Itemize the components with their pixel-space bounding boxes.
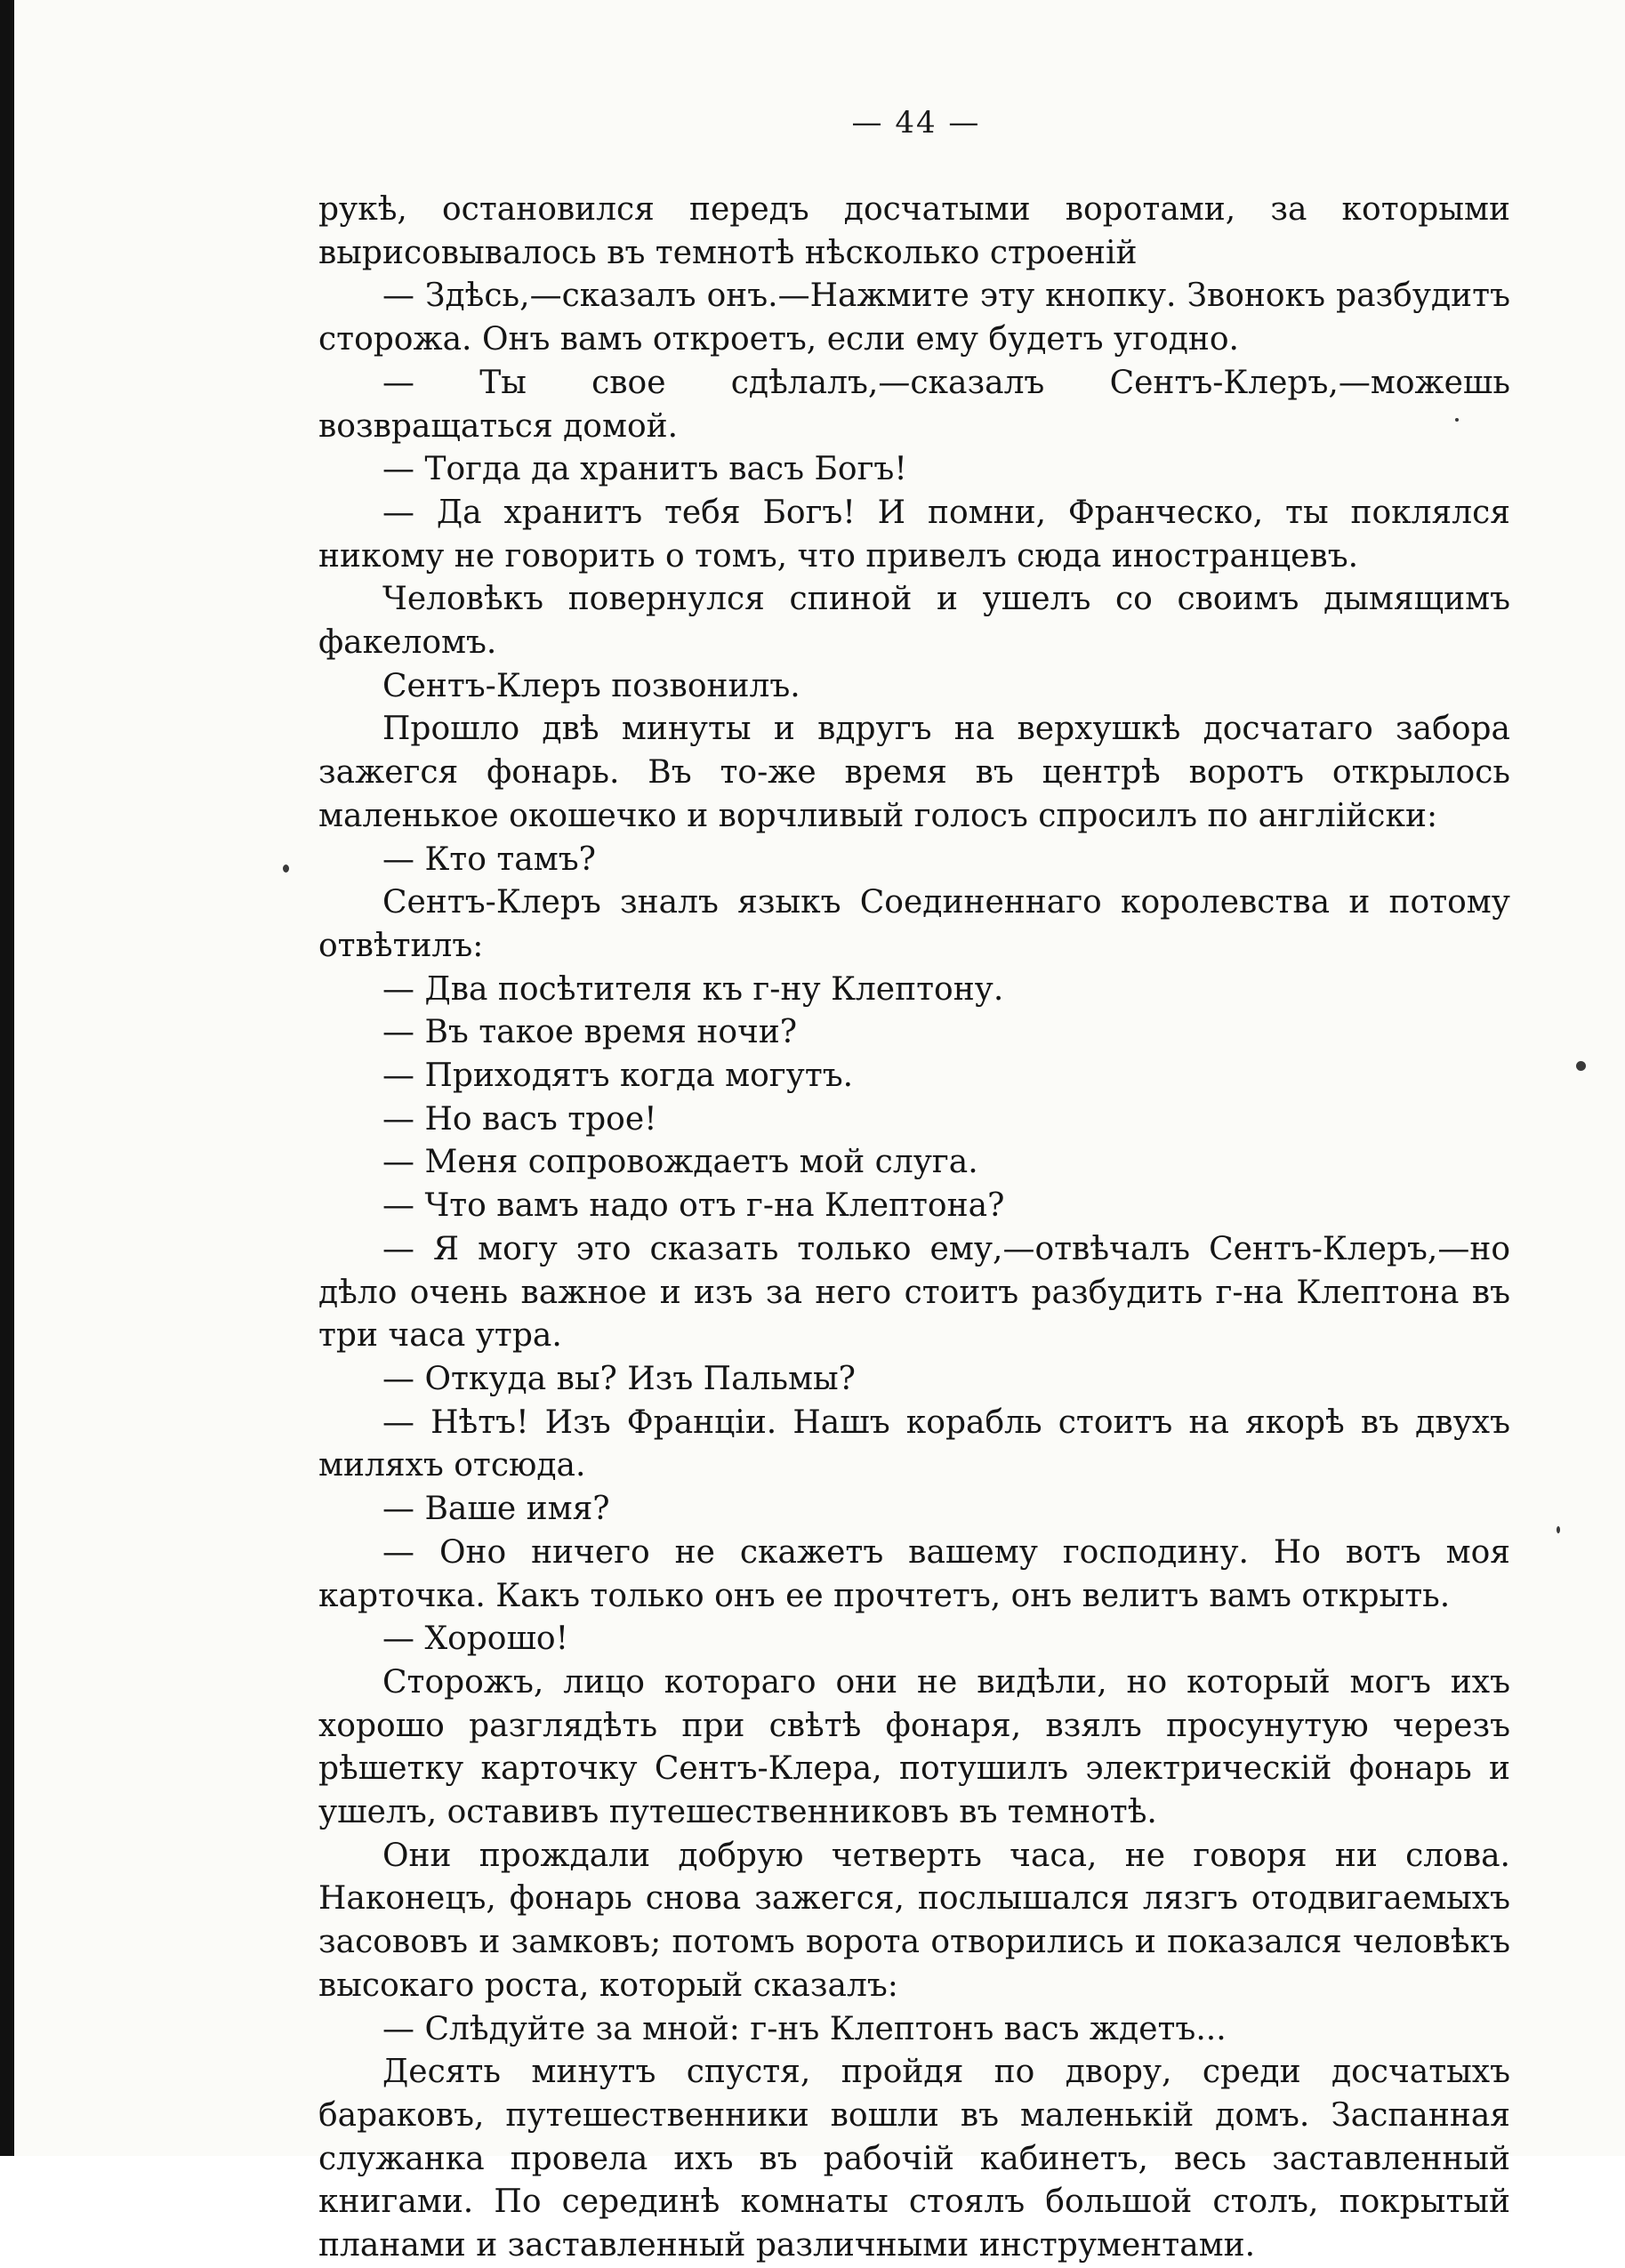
paragraph: — Два посѣтителя къ г-ну Клептону.	[382, 970, 1004, 1008]
paragraph: — Но васъ трое!	[382, 1100, 657, 1138]
paragraph: — Что вамъ надо отъ г-на Клептона?	[382, 1187, 1005, 1225]
paragraph: — Хорошо!	[382, 1621, 569, 1658]
paragraph: — Слѣдуйте за мной: г-нъ Клептонъ васъ ждетъ...	[382, 2010, 1227, 2047]
paragraph: — Ваше имя?	[382, 1491, 610, 1528]
paragraph: — Оно ничего не скажетъ вашему господину. Но вотъ моя карточка. Какъ только онъ ее прочтетъ, онъ велитъ вамъ открыть.	[318, 1533, 1510, 1614]
paragraph: — Тогда да хранитъ васъ Богъ!	[382, 451, 907, 488]
paragraph: Сентъ-Клеръ позвонилъ.	[382, 667, 800, 704]
paragraph: — Откуда вы? Изъ Пальмы?	[382, 1360, 856, 1397]
page-number: — 44 —	[851, 105, 981, 141]
paragraph: Они прождали добрую четверть часа, не говоря ни слова. Наконецъ, фонарь снова зажегся, послышался лязгъ отодвигаемыхъ засововъ и замковъ; потомъ ворота отворились и показался человѣкъ высокаго роста, который сказалъ:	[318, 1837, 1510, 2004]
scan-speck	[1557, 1526, 1560, 1533]
paragraph: Сентъ-Клеръ зналъ языкъ Соединеннаго королевства и потому отвѣтилъ:	[318, 884, 1510, 964]
paragraph: рукѣ, остановился передъ досчатыми воротами, за которыми вырисовывалось въ темнотѣ нѣсколько строеній	[318, 191, 1510, 271]
paragraph: Прошло двѣ минуты и вдругъ на верхушкѣ досчатаго забора зажегся фонарь. Въ то-же время въ центрѣ воротъ открылось маленькое окошечко и ворчливый голосъ спросилъ по англійски:	[318, 711, 1510, 834]
paragraph: — Меня сопровождаетъ мой слуга.	[382, 1144, 978, 1181]
paragraph: Человѣкъ повернулся спиной и ушелъ со своимъ дымящимъ факеломъ.	[318, 581, 1510, 662]
paragraph: — Въ такое время ночи?	[382, 1014, 798, 1051]
paragraph: — Нѣтъ! Изъ Франціи. Нашъ корабль стоитъ на якорѣ въ двухъ миляхъ отсюда.	[318, 1403, 1510, 1484]
paragraph: — Я могу это сказать только ему,—отвѣчалъ Сентъ-Клеръ,—но дѣло очень важное и изъ за него стоитъ разбудить г-на Клептона въ три часа утра.	[318, 1230, 1510, 1355]
scan-speck	[1576, 1061, 1586, 1071]
paragraph: Сторожъ, лицо котораго они не видѣли, но который могъ ихъ хорошо разглядѣть при свѣтѣ фонаря, взялъ просунутую черезъ рѣшетку карточку Сентъ-Клера, потушилъ электрическій фонарь и ушелъ, оставивъ путешественниковъ въ темнотѣ.	[318, 1663, 1510, 1831]
paragraph: — Да хранитъ тебя Богъ! И помни, Франческо, ты поклялся никому не говорить о томъ, что привелъ сюда иностранцевъ.	[318, 494, 1510, 575]
paragraph: — Ты свое сдѣлалъ,—сказалъ Сентъ-Клеръ,—можешь возвращаться домой.	[318, 364, 1510, 445]
scan-speck	[283, 865, 289, 873]
paragraph: — Здѣсь,—сказалъ онъ.—Нажмите эту кнопку. Звонокъ разбудитъ сторожа. Онъ вамъ откроетъ, если ему будетъ угодно.	[318, 277, 1510, 358]
body-text	[318, 189, 1510, 2268]
paragraph: Десять минутъ спустя, пройдя по двору, среди досчатыхъ бараковъ, путешественники вошли въ маленькій домъ. Заспанная служанка провела ихъ въ рабочій кабинетъ, весь заставленный книгами. По серединѣ комнаты стоялъ большой столъ, покрытый планами и заставленный различными инструментами.	[318, 2054, 1510, 2264]
paragraph: — Приходятъ когда могутъ.	[382, 1058, 854, 1095]
paragraph: — Кто тамъ?	[382, 840, 596, 878]
scan-edge-shadow	[0, 0, 14, 2156]
scan-speck	[1455, 418, 1459, 422]
